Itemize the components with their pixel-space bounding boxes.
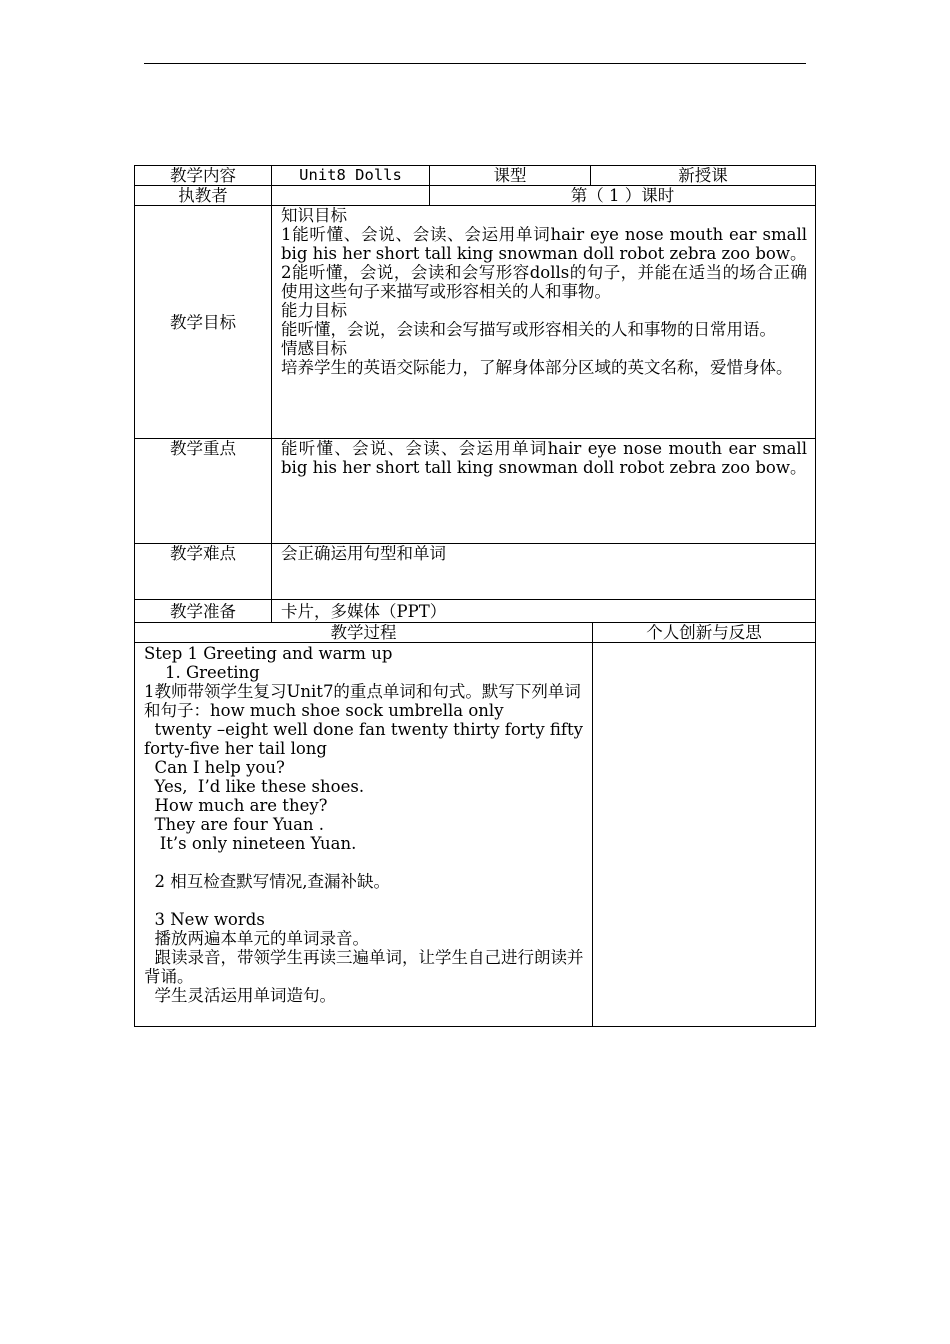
process-lines: [144, 644, 589, 1005]
row-process-body: [135, 643, 816, 1027]
process-line: 2 相互检查默写情况,查漏补缺。: [144, 872, 390, 891]
row-objectives: [135, 206, 816, 439]
row-process-header: [135, 623, 816, 643]
period-value: 第（ 1 ）课时: [430, 186, 816, 206]
lesson-type-value: 新授课: [591, 166, 816, 186]
process-line: Can I help you?: [144, 758, 285, 777]
process-line: It’s only nineteen Yuan.: [144, 834, 357, 853]
teacher-value: [272, 186, 430, 206]
process-line: 跟读录音，带领学生再读三遍单词，让学生自己进行朗读并背诵。: [144, 948, 584, 986]
objectives-content: [272, 206, 816, 439]
knowledge-item-1: 1能听懂、会说、会读、会运用单词hair eye nose mouth ear small big his her short tall king snowman doll robot zebra zoo bow。: [281, 225, 807, 263]
key-points-text: 能听懂、会说、会读、会运用单词hair eye nose mouth ear small big his her short tall king snowman doll robot zebra zoo bow。: [272, 439, 816, 544]
process-line: [144, 891, 584, 910]
row-preparation: [135, 600, 816, 623]
process-line: 学生灵活运用单词造句。: [144, 986, 336, 1005]
process-content: [135, 643, 593, 1027]
key-points-label: 教学重点: [135, 439, 272, 544]
lesson-plan-table: [134, 165, 816, 1027]
difficulties-text: 会正确运用句型和单词: [272, 544, 816, 600]
preparation-text: 卡片，多媒体（PPT）: [272, 600, 816, 623]
knowledge-item-2: 2能听懂，会说，会读和会写形容dolls的句子，并能在适当的场合正确使用这些句子来描写或形容相关的人和事物。: [281, 263, 807, 301]
row-teacher: [135, 186, 816, 206]
process-line: 3 New words: [144, 910, 265, 929]
header-rule: [144, 63, 806, 64]
reflection-content: [593, 643, 816, 1027]
process-line: 1. Greeting: [144, 663, 260, 682]
process-line: Yes, I’d like these shoes.: [144, 777, 365, 796]
ability-text: 能听懂，会说，会读和会写描写或形容相关的人和事物的日常用语。: [281, 320, 776, 339]
reflection-header: 个人创新与反思: [593, 623, 816, 643]
process-line: twenty –eight well done fan twenty thirty forty fifty forty-five her tail long: [144, 720, 589, 758]
content-value: Unit8 Dolls: [272, 166, 430, 186]
row-key-points: [135, 439, 816, 544]
teacher-label: 执教者: [135, 186, 272, 206]
content-label: 教学内容: [135, 166, 272, 186]
ability-heading: 能力目标: [281, 301, 347, 320]
difficulties-label: 教学难点: [135, 544, 272, 600]
emotion-heading: 情感目标: [281, 339, 347, 358]
process-line: [144, 853, 584, 872]
process-line: They are four Yuan .: [144, 815, 325, 834]
row-difficulties: [135, 544, 816, 600]
process-header: 教学过程: [135, 623, 593, 643]
lesson-type-label: 课型: [430, 166, 591, 186]
process-line: Step 1 Greeting and warm up: [144, 644, 393, 663]
process-line: 播放两遍本单元的单词录音。: [144, 929, 369, 948]
row-content: [135, 166, 816, 186]
emotion-text: 培养学生的英语交际能力，了解身体部分区域的英文名称，爱惜身体。: [281, 358, 793, 377]
process-line: 1教师带领学生复习Unit7的重点单词和句式。默写下列单词和句子：how much shoe sock umbrella only: [144, 682, 581, 720]
preparation-label: 教学准备: [135, 600, 272, 623]
objectives-label: 教学目标: [135, 206, 272, 439]
process-line: How much are they?: [144, 796, 328, 815]
knowledge-heading: 知识目标: [281, 206, 347, 225]
